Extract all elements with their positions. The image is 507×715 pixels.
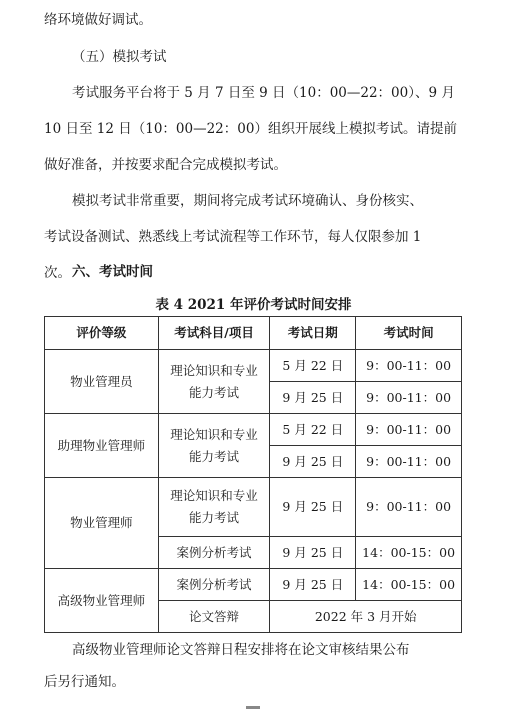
date-cell: 9 月 25 日 (270, 446, 356, 478)
header-subject: 考试科目/项目 (158, 317, 270, 350)
header-level: 评价等级 (45, 317, 159, 350)
mock-exam-paragraph-line-1: 考试服务平台将于 5 月 7 日至 9 日（10：00—22：00）、9 月 (72, 85, 455, 101)
date-cell: 9 月 25 日 (270, 382, 356, 414)
section-5-heading: （五）模拟考试 (72, 49, 167, 65)
time-cell: 14：00-15：00 (356, 537, 462, 569)
date-cell: 9 月 25 日 (270, 569, 356, 601)
subject-line: 能力考试 (189, 510, 240, 525)
paragraph-intro-tail: 络环境做好调试。 (44, 12, 152, 28)
subject-line: 理论知识和专业 (170, 362, 258, 378)
mock-exam-paragraph-line-3: 做好准备，并按要求配合完成模拟考试。 (44, 157, 287, 173)
date-cell: 5 月 22 日 (270, 350, 356, 382)
table-row (45, 569, 462, 601)
section-6-heading: 六、考试时间 (72, 264, 153, 280)
level-cell: 高级物业管理师 (45, 569, 159, 633)
subject-line: 理论知识和专业 (170, 488, 258, 503)
time-cell: 9：00-11：00 (356, 350, 462, 382)
mock-exam-paragraph-line-2: 10 日至 12 日（10：00—22：00）组织开展线上模拟考试。请提前 (44, 121, 457, 137)
subject-cell (158, 478, 270, 537)
header-date: 考试日期 (270, 317, 356, 350)
mock-importance-line-3: 次。 (44, 265, 71, 281)
table-row (45, 350, 462, 382)
mock-importance-line-2: 考试设备测试、熟悉线上考试流程等工作环节，每人仅限参加 1 (44, 229, 422, 245)
date-cell: 9 月 25 日 (270, 478, 356, 537)
subject-cell (158, 350, 270, 414)
closing-paragraph-line-1: 高级物业管理师论文答辩日程安排将在论文审核结果公布 (72, 642, 410, 658)
table-header-row (45, 317, 462, 350)
subject-line: 理论知识和专业 (170, 426, 258, 442)
subject-line: 能力考试 (189, 448, 240, 464)
exam-schedule-table (44, 316, 462, 633)
mock-importance-line-1: 模拟考试非常重要，期间将完成考试环境确认、身份核实、 (72, 193, 423, 209)
level-cell: 助理物业管理师 (45, 414, 159, 478)
table-row (45, 478, 462, 537)
subject-cell: 案例分析考试 (158, 569, 270, 601)
time-cell: 9：00-11：00 (356, 414, 462, 446)
subject-cell (158, 414, 270, 478)
level-cell: 物业管理员 (45, 350, 159, 414)
table-caption: 表 4 2021 年评价考试时间安排 (155, 297, 352, 313)
header-time: 考试时间 (356, 317, 462, 350)
subject-line: 能力考试 (189, 384, 240, 400)
time-cell: 9：00-11：00 (356, 446, 462, 478)
table-row (45, 414, 462, 446)
closing-paragraph-line-2: 后另行通知。 (44, 674, 125, 690)
date-cell: 9 月 25 日 (270, 537, 356, 569)
time-cell: 9：00-11：00 (356, 478, 462, 537)
datetime-merged-cell: 2022 年 3 月开始 (270, 601, 462, 633)
level-cell: 物业管理师 (45, 478, 159, 569)
page-number-mark (246, 706, 260, 709)
subject-cell: 论文答辩 (158, 601, 270, 633)
time-cell: 14：00-15：00 (356, 569, 462, 601)
subject-cell: 案例分析考试 (158, 537, 270, 569)
date-cell: 5 月 22 日 (270, 414, 356, 446)
time-cell: 9：00-11：00 (356, 382, 462, 414)
